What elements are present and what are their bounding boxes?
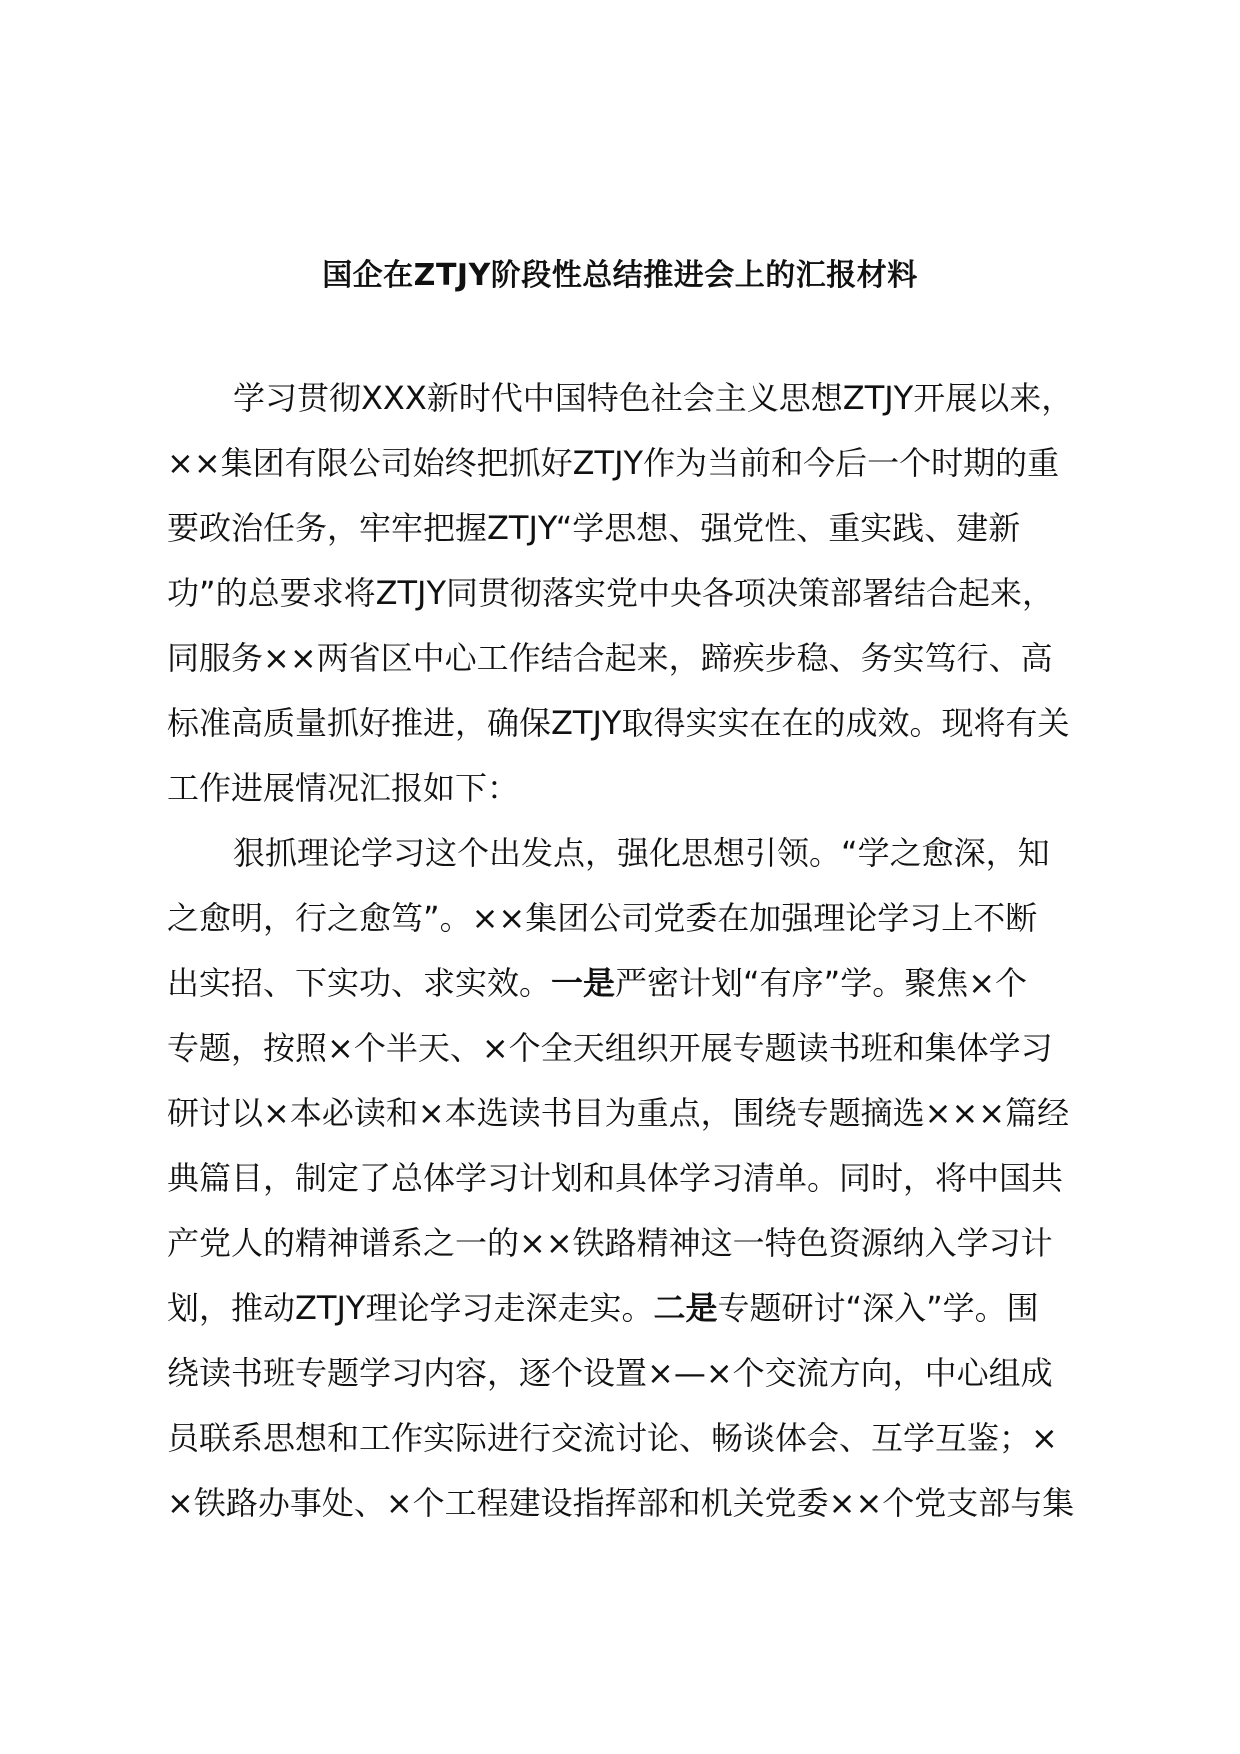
- paragraph-intro: [167, 366, 1107, 821]
- paragraph-line: ×铁路办事处、×个工程建设指挥部和机关党委××个党支部与集: [167, 1484, 1075, 1522]
- document-title: 国企在ZTJY阶段性总结推进会上的汇报材料: [322, 258, 918, 293]
- paragraph-line: 同服务××两省区中心工作结合起来，蹄疾步稳、务实笃行、高: [167, 639, 1053, 677]
- paragraph-line: 员联系思想和工作实际进行交流讨论、畅谈体会、互学互鉴；×: [167, 1419, 1058, 1457]
- paragraph-theory-study: [167, 821, 1107, 1536]
- paragraph-line: 产党人的精神谱系之一的××铁路精神这一特色资源纳入学习计: [167, 1224, 1053, 1262]
- line-segment: 划，推动ZTJY理论学习走深走实。: [167, 1289, 654, 1327]
- paragraph-line: 绕读书班专题学习内容，逐个设置×—×个交流方向，中心组成: [167, 1354, 1053, 1392]
- point-two-label: 二是: [653, 1289, 718, 1327]
- paragraph-line: [167, 1276, 1107, 1341]
- paragraph-line: 研讨以×本必读和×本选读书目为重点，围绕专题摘选×××篇经: [167, 1094, 1070, 1132]
- line-segment: 专题研讨“深入”学。围: [717, 1289, 1039, 1327]
- paragraph-line: [167, 951, 1107, 1016]
- paragraph-line: 典篇目，制定了总体学习计划和具体学习清单。同时，将中国共: [167, 1159, 1064, 1197]
- document-body: [167, 366, 1107, 1536]
- paragraph-line: ××集团有限公司始终把抓好ZTJY作为当前和今后一个时期的重: [167, 444, 1060, 482]
- paragraph-line: 专题，按照×个半天、×个全天组织开展专题读书班和集体学习: [167, 1029, 1053, 1067]
- line-segment: 严密计划“有序”学。聚焦×个: [615, 964, 1028, 1002]
- paragraph-line: 工作进展情况汇报如下：: [167, 769, 520, 807]
- paragraph-line: 之愈明，行之愈笃”。××集团公司党委在加强理论学习上不断: [167, 899, 1038, 937]
- point-one-label: 一是: [551, 964, 616, 1002]
- paragraph-line: 功”的总要求将ZTJY同贯彻落实党中央各项决策部署结合起来，: [167, 574, 1055, 612]
- paragraph-line: 狠抓理论学习这个出发点，强化思想引领。“学之愈深，知: [233, 834, 1050, 872]
- paragraph-line: 学习贯彻XXX新时代中国特色社会主义思想ZTJY开展以来，: [233, 379, 1074, 417]
- paragraph-line: 要政治任务，牢牢把握ZTJY“学思想、强党性、重实践、建新: [167, 509, 1021, 547]
- line-segment: 出实招、下实功、求实效。: [167, 964, 552, 1002]
- paragraph-line: 标准高质量抓好推进，确保ZTJY取得实实在在的成效。现将有关: [167, 704, 1070, 742]
